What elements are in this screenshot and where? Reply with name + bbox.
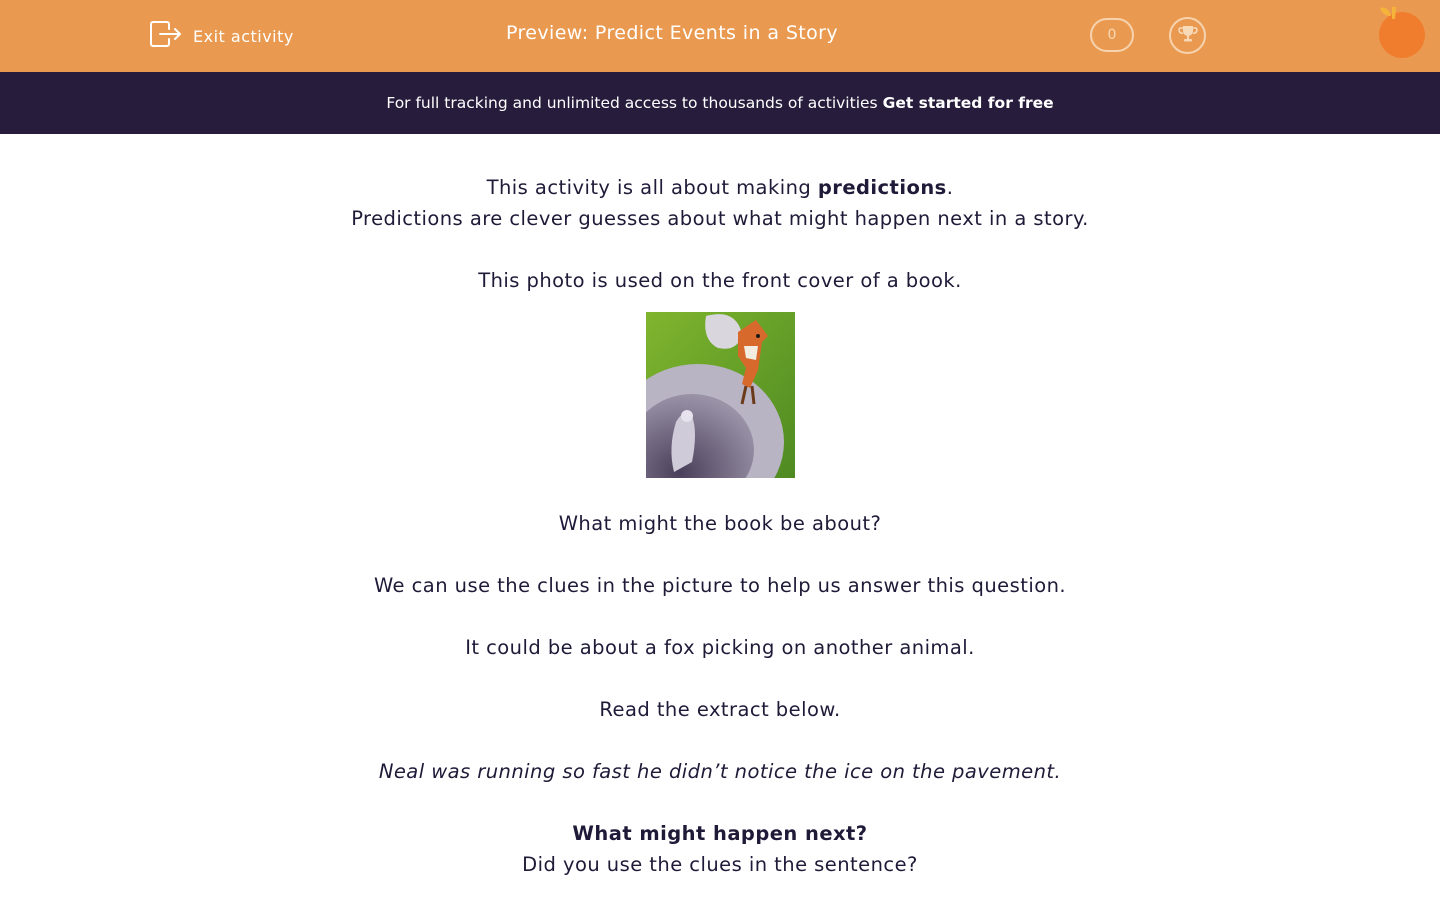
intro-line-2: Predictions are clever guesses about what might happen next in a story.: [351, 207, 1089, 230]
question-2: [0, 818, 1440, 849]
clue-text: We can use the clues in the picture to help us answer this question.: [373, 574, 1067, 597]
orange-logo-icon: [1374, 4, 1430, 62]
top-bar: [0, 0, 1440, 72]
book-cover-image: [646, 312, 795, 478]
intro-suffix: .: [946, 176, 954, 199]
read-instruction: Read the extract below.: [599, 698, 841, 721]
score-counter: 0: [1090, 18, 1134, 52]
get-started-link[interactable]: Get started for free: [882, 94, 1054, 112]
story-extract-text: Neal was running so fast he didn’t notice the ice on the pavement.: [378, 760, 1062, 783]
intro-keyword: predictions: [817, 176, 947, 199]
intro-prefix: This activity is all about making: [486, 176, 818, 199]
activity-content: [0, 172, 1440, 880]
intro-line: [0, 172, 1440, 203]
trophy-icon: [1177, 23, 1199, 49]
page-title: Preview: Predict Events in a Story: [505, 22, 839, 44]
exit-activity-label: Exit activity: [193, 26, 294, 46]
story-extract: [0, 756, 1440, 787]
example-answer: It could be about a fox picking on another animal.: [465, 636, 975, 659]
signup-banner: [0, 72, 1440, 134]
photo-caption: This photo is used on the front cover of a book.: [478, 269, 962, 292]
banner-text: For full tracking and unlimited access to thousands of activities: [386, 94, 878, 112]
question-1: What might the book be about?: [558, 512, 882, 535]
question-2-text: What might happen next?: [572, 822, 868, 845]
trophy-button[interactable]: [1169, 17, 1206, 54]
question-2-sub: Did you use the clues in the sentence?: [522, 853, 918, 876]
